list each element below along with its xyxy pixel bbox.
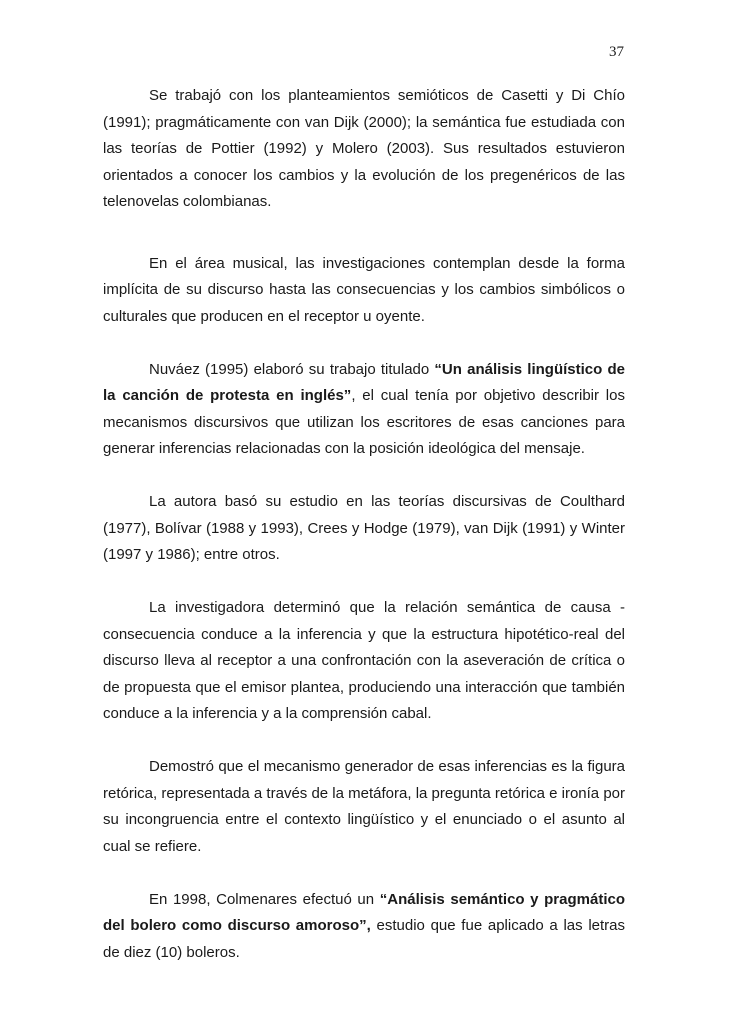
paragraph-text: La autora basó su estudio en las teorías discursivas de Coulthard (1977), Bolívar (1988 y 1993), Crees y Hodge (1979), van Dijk (1991) y Winter (1997 y 1986); entre otros.: [103, 493, 625, 563]
paragraph-demostro: [103, 754, 625, 860]
paragraph-investigadora: [103, 595, 625, 728]
work-title-bold: “Un análisis lingüístico de la canción de protesta en inglés”: [103, 360, 625, 404]
paragraph-area-musical: [103, 251, 625, 331]
paragraph-colmenares: [103, 887, 625, 967]
paragraph-text: En el área musical, las investigaciones contemplan desde la forma implícita de su discurso hasta las consecuencias y los cambios simbólicos o culturales que producen en el receptor u oyente.: [103, 254, 625, 325]
paragraph-casetti: [103, 83, 625, 216]
paragraph-text: Nuváez (1995) elaboró su trabajo titulado: [149, 360, 435, 378]
paragraph-autora: [103, 489, 625, 569]
paragraph-text: , el cual tenía por objetivo describir los mecanismos discursivos que utilizan los escritores de esas canciones para generar inferencias relacionadas con la posición ideológica del mensaje.: [103, 387, 625, 457]
paragraph-text: La investigadora determinó que la relación semántica de causa - consecuencia conduce a la inferencia y que la estructura hipotético-real del discurso lleva al receptor a una confrontación con la aseveración de crítica o de propuesta que el emisor plantea, produciendo una interacción que también conduce a la inferencia y a la comprensión cabal.: [103, 599, 625, 722]
paragraph-text: estudio que fue aplicado a las letras de diez (10) boleros.: [103, 917, 626, 961]
document-body: [103, 83, 625, 966]
page-number: 37: [609, 44, 624, 60]
paragraph-text: Demostró que el mecanismo generador de esas inferencias es la figura retórica, representada a través de la metáfora, la pregunta retórica e ironía por su incongruencia entre el contexto lingüístico y el enunciado o el asunto al cual se refiere.: [103, 758, 625, 855]
paragraph-text: Se trabajó con los planteamientos semióticos de Casetti y Di Chío (1991); pragmáticamente con van Dijk (2000); la semántica fue estudiada con las teorías de Pottier (1992) y Molero (2003). Sus resultados estuvieron orientados a conocer los cambios y la evolución de los pregenéricos de las telenovelas colombianas.: [103, 87, 625, 210]
paragraph-text: En 1998, Colmenares efectuó un: [149, 890, 380, 908]
paragraph-nuvaez: [103, 357, 625, 463]
work-title-bold: “Análisis semántico y pragmático del bolero como discurso amoroso”,: [103, 890, 625, 934]
